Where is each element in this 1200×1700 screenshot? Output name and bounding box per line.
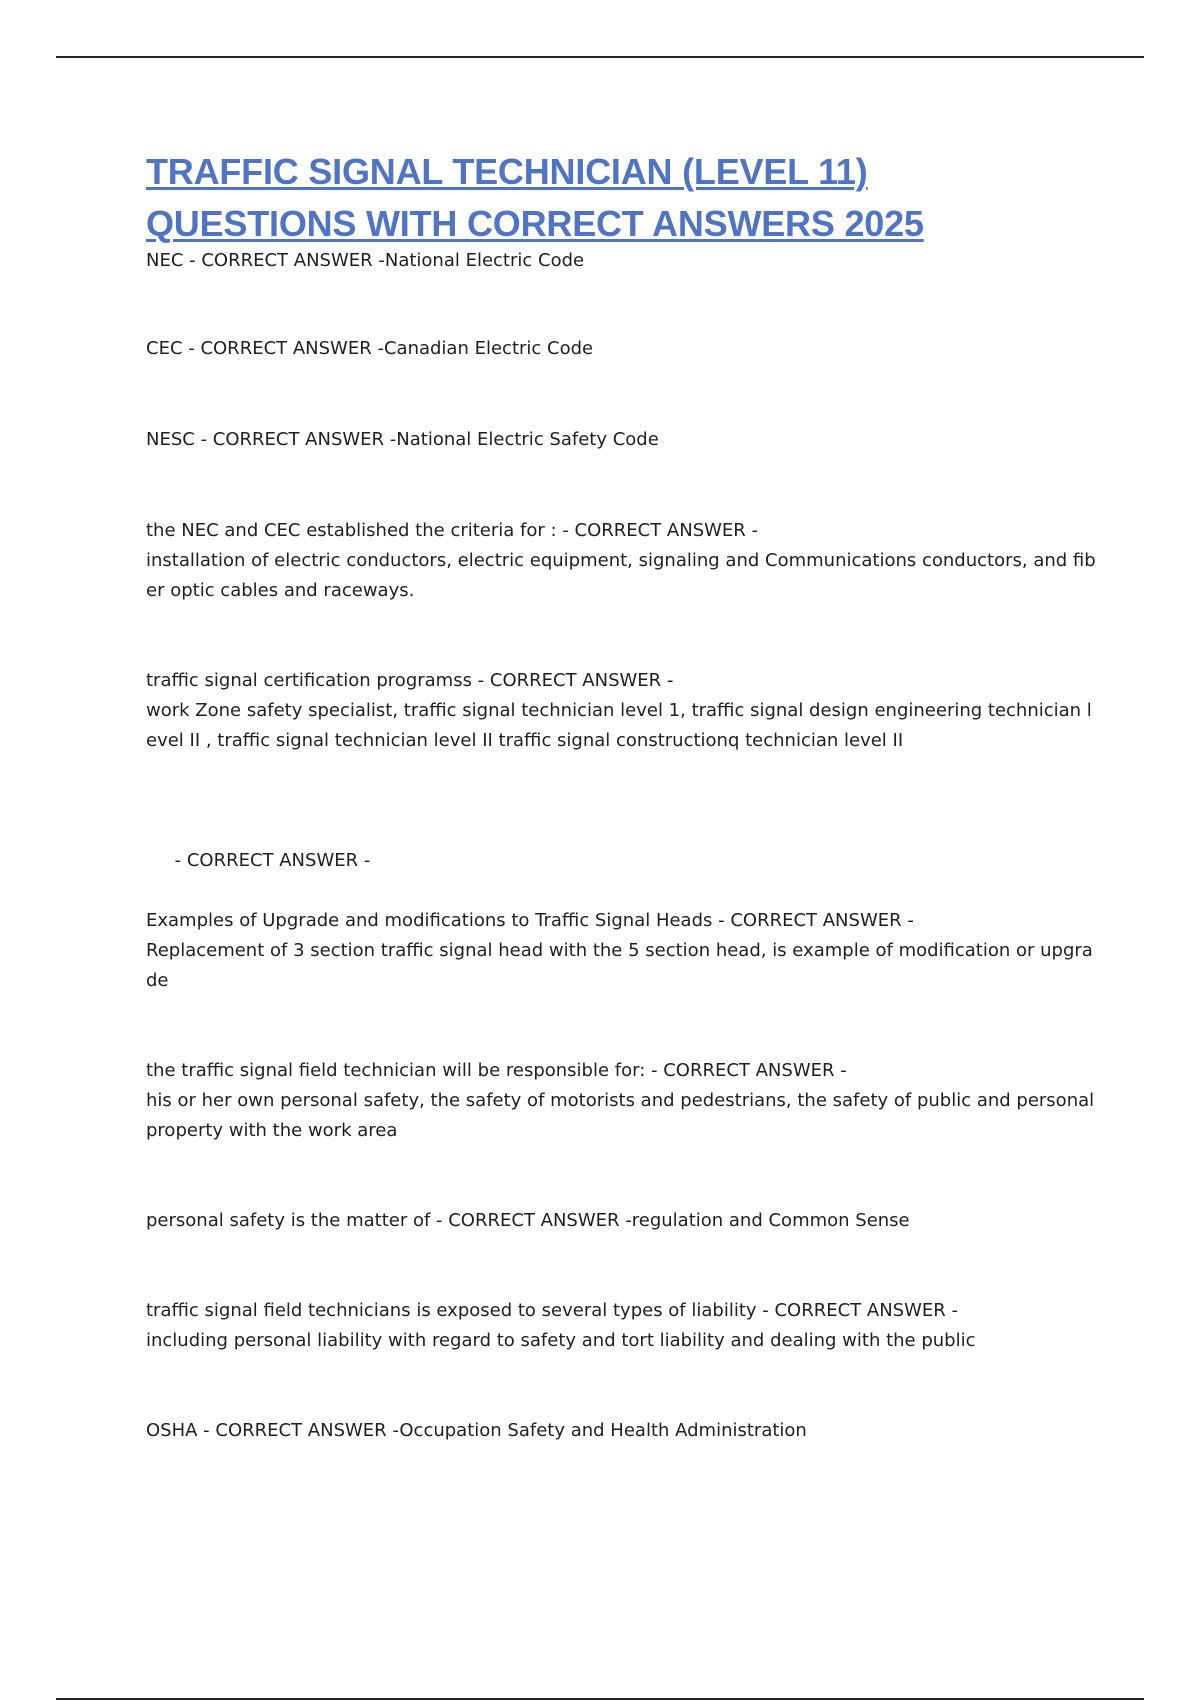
document-title	[146, 146, 1096, 250]
qa-answer: his or her own personal safety, the safety of motorists and pedestrians, the safety of public and personal property with the work area	[146, 1090, 1095, 1141]
qa-item	[146, 516, 1096, 606]
top-rule	[56, 56, 1144, 58]
qa-item	[146, 246, 584, 276]
qa-answer: National Electric Safety Code	[396, 429, 659, 450]
qa-question: traffic signal field technicians is exposed to several types of liability - CORRECT ANSWER -	[146, 1300, 958, 1321]
qa-item	[146, 334, 593, 364]
qa-question: CEC - CORRECT ANSWER -	[146, 338, 384, 359]
title-line-1: TRAFFIC SIGNAL TECHNICIAN (LEVEL 11)	[146, 151, 868, 192]
document-content	[146, 146, 1096, 1441]
qa-question: the traffic signal field technician will be responsible for: - CORRECT ANSWER -	[146, 1060, 847, 1081]
qa-item	[146, 1296, 1096, 1356]
qa-answer: including personal liability with regard to safety and tort liability and dealing with the public	[146, 1330, 976, 1351]
qa-item	[146, 816, 370, 906]
qa-answer: National Electric Code	[384, 250, 585, 271]
title-line-2: QUESTIONS WITH CORRECT ANSWERS 2025	[146, 203, 924, 244]
qa-answer: Canadian Electric Code	[383, 338, 594, 359]
qa-item	[146, 425, 659, 455]
qa-answer: installation of electric conductors, electric equipment, signaling and Communications conductors, and fiber optic cables and raceways.	[146, 550, 1096, 601]
qa-question: the NEC and CEC established the criteria for : - CORRECT ANSWER -	[146, 520, 759, 541]
qa-question: OSHA - CORRECT ANSWER -	[146, 1420, 400, 1441]
qa-item	[146, 666, 1096, 756]
qa-question: Examples of Upgrade and modifications to Traffic Signal Heads - CORRECT ANSWER -	[146, 910, 914, 931]
qa-answer: regulation and Common Sense	[631, 1210, 910, 1231]
qa-question: NESC - CORRECT ANSWER -	[146, 429, 397, 450]
qa-question: personal safety is the matter of - CORRECT ANSWER -	[146, 1210, 632, 1231]
qa-item	[146, 1206, 910, 1236]
qa-question: NEC - CORRECT ANSWER -	[146, 250, 385, 271]
qa-answer: Replacement of 3 section traffic signal head with the 5 section head, is example of modification or upgrade	[146, 940, 1093, 991]
qa-item	[146, 1056, 1096, 1146]
qa-question: traffic signal certification programss - CORRECT ANSWER -	[146, 670, 674, 691]
qa-answer: Occupation Safety and Health Administration	[399, 1420, 807, 1441]
qa-item	[146, 1416, 807, 1446]
qa-question: - CORRECT ANSWER -	[168, 850, 371, 871]
qa-item	[146, 906, 1096, 996]
qa-answer: work Zone safety specialist, traffic signal technician level 1, traffic signal design engineering technician level II , traffic signal technician level II traffic signal constructionq technician level II	[146, 700, 1092, 751]
